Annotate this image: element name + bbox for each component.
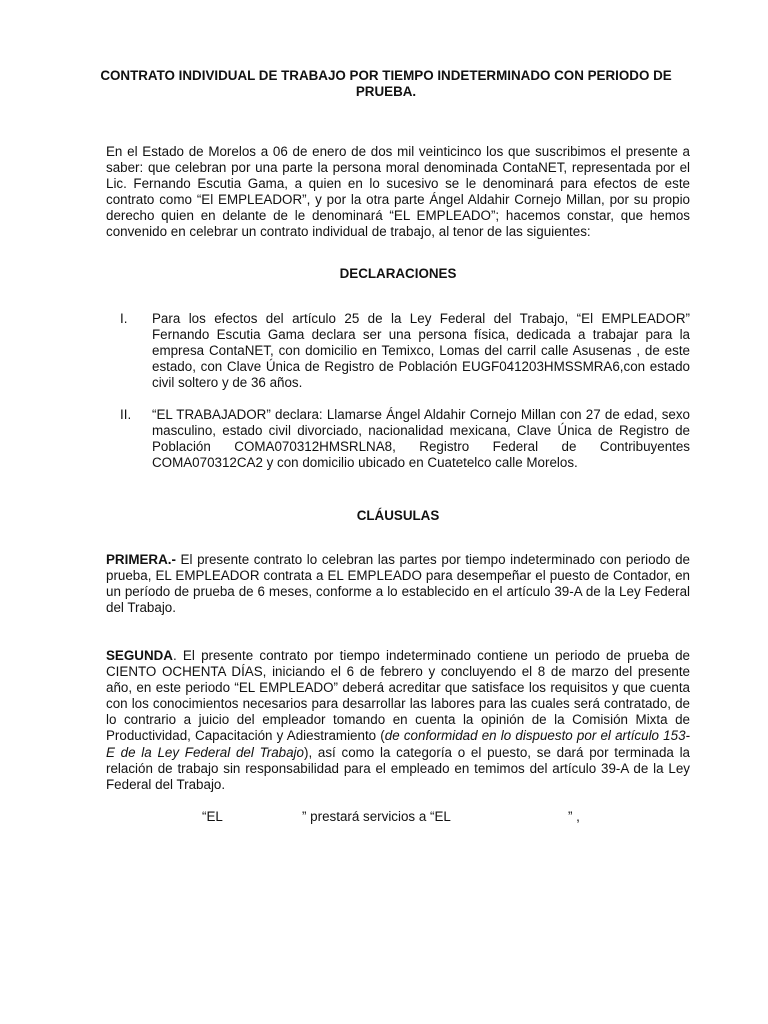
clausula-segunda — [106, 648, 690, 793]
declaracion-item — [106, 407, 690, 471]
document-title: CONTRATO INDIVIDUAL DE TRABAJO POR TIEMPO INDETERMINADO CON PERIODO DE PRUEBA. — [100, 68, 672, 99]
blank-line-part-2: ” prestará servicios a “EL — [302, 808, 451, 824]
blank-line-part-3: ” , — [568, 808, 580, 824]
declaracion-item — [106, 311, 690, 391]
declaracion-text: Para los efectos del artículo 25 de la Ley Federal del Trabajo, “El EMPLEADOR” Fernando Escutia Gama declara ser una persona física, dedicada a trabajar para la empresa ContaNET, con domicilio en Temixco, Lomas del carril calle Asusenas , de este estado, con Clave Única de Registro de Población EUGF041203HMSSMRA6,con estado civil soltero y de 36 años. — [152, 310, 690, 391]
clausula-primera-text: El presente contrato lo celebran las partes por tiempo indeterminado con periodo de prueba, EL EMPLEADOR contrata a EL EMPLEADO para desempeñar el puesto de Contador, en un período de prueba de 6 meses, conforme a lo establecido en el artículo 39-A de la Ley Federal del Trabajo. — [106, 551, 690, 615]
clausula-primera — [106, 552, 690, 616]
clausula-segunda-text-a: . El presente contrato por tiempo indeterminado contiene un periodo de prueba de CIENTO OCHENTA DÍAS, iniciando el 6 de febrero y concluyendo el 8 de marzo del presente año, en este periodo “EL EMPLEADO” deberá acreditar que satisface los requisitos y que cuenta con los conocimientos necesarios para desarrollar las labores para las cuales será contratado, de lo contrario a juicio del empleador tomando en cuenta la opinión de la Comisión Mixta de Productividad, Capacitación y Adiestramiento ( — [106, 647, 690, 744]
clausula-primera-lead: PRIMERA.- — [106, 551, 176, 567]
clausulas-heading: CLÁUSULAS — [356, 507, 440, 523]
clausula-segunda-lead: SEGUNDA — [106, 647, 173, 663]
clausula-segunda-text-b: ), así como la categoría o el puesto, se dará por terminada la relación de trabajo sin responsabilidad para el empleado en temimos del artículo 39-A de la Ley Federal del Trabajo. — [106, 744, 690, 792]
incomplete-service-line — [106, 809, 690, 825]
clausula-segunda-italic: de conformidad en lo dispuesto por el artículo 153-E de la Ley Federal del Trabajo — [106, 728, 690, 760]
contract-page — [100, 68, 690, 825]
declaraciones-heading: DECLARACIONES — [339, 265, 457, 281]
declaracion-number: II. — [120, 407, 132, 423]
blank-line-part-1: “EL — [202, 808, 223, 824]
intro-paragraph: En el Estado de Morelos a 06 de enero de dos mil veinticinco los que suscribimos el presente a saber: que celebran por una parte la persona moral denominada ContaNET, representada por el Lic. Fernando Escutia Gama, a quien en lo sucesivo se le denominará para efectos de este contrato como “El EMPLEADOR”, y por la otra parte Ángel Aldahir Cornejo Millan, por su propio derecho quien en delante de le denominará “EL EMPLEADO”; hacemos constar, que hemos convenido en celebrar un contrato individual de trabajo, al tenor de las siguientes: — [106, 144, 690, 240]
declaracion-text: “EL TRABAJADOR” declara: Llamarse Ángel Aldahir Cornejo Millan con 27 de edad, sexo masculino, estado civil divorciado, nacionalidad mexicana, Clave Única de Registro de Población COMA070312HMSRLNA8, Registro Federal de Contribuyentes COMA070312CA2 y con domicilio ubicado en Cuatetelco calle Morelos. — [152, 407, 690, 471]
declaracion-number: I. — [120, 310, 128, 326]
declaraciones-list — [106, 311, 690, 472]
